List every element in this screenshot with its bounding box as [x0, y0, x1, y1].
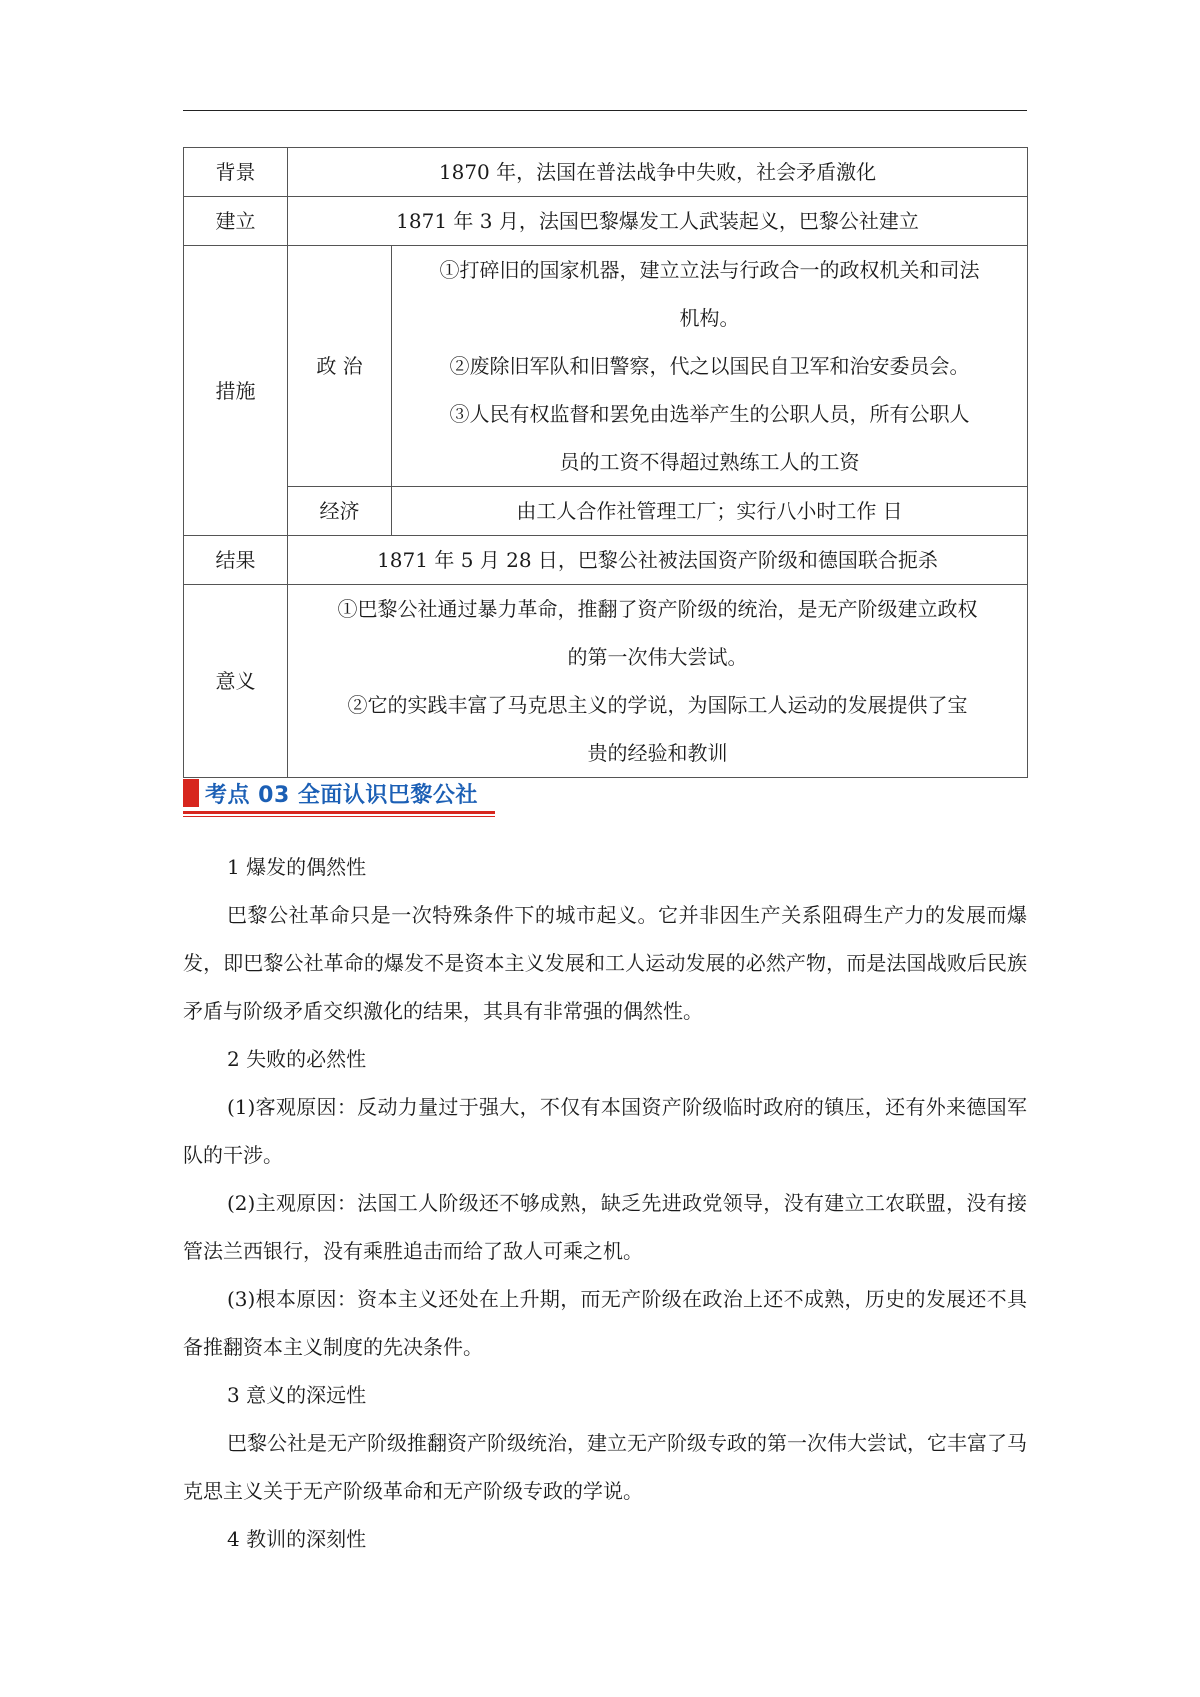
row-label: 意义 [184, 585, 288, 778]
subheading: 2 失败的必然性 [227, 1047, 367, 1071]
body-text [183, 843, 1027, 1563]
politics-line: 机构。 [679, 306, 740, 330]
table-row-establishment [184, 197, 1028, 246]
paragraph: 巴黎公社是无产阶级推翻资产阶级统治，建立无产阶级专政的第一次伟大尝试，它丰富了马克思主义关于无产阶级革命和无产阶级专政的学说。 [183, 1431, 1027, 1503]
significance-line: 贵的经验和教训 [587, 741, 728, 765]
paragraph: 巴黎公社革命只是一次特殊条件下的城市起义。它并非因生产关系阻碍生产力的发展而爆发，即巴黎公社革命的爆发不是资本主义发展和工人运动发展的必然产物，而是法国战败后民族矛盾与阶级矛盾交织激化的结果，其具有非常强的偶然性。 [183, 903, 1027, 1023]
politics-label: 政 治 [288, 246, 392, 487]
paragraph: (1)客观原因：反动力量过于强大，不仅有本国资产阶级临时政府的镇压，还有外来德国军队的干涉。 [183, 1095, 1027, 1167]
row-label: 结果 [184, 536, 288, 585]
row-content: 1871 年 5 月 28 日，巴黎公社被法国资产阶级和德国联合扼杀 [288, 536, 1028, 585]
section-title: 考点 03 全面认识巴黎公社 [205, 782, 478, 808]
row-content: 1871 年 3 月，法国巴黎爆发工人武装起义，巴黎公社建立 [288, 197, 1028, 246]
header-rule [183, 110, 1027, 111]
significance-content [288, 585, 1028, 778]
table-row-background [184, 148, 1028, 197]
row-label: 措施 [184, 246, 288, 536]
paragraph: (2)主观原因：法国工人阶级还不够成熟，缺乏先进政党领导，没有建立工农联盟，没有接管法兰西银行，没有乘胜追击而给了敌人可乘之机。 [183, 1191, 1027, 1263]
paris-commune-table [183, 147, 1028, 778]
significance-line: 的第一次伟大尝试。 [567, 645, 748, 669]
subheading: 4 教训的深刻性 [227, 1527, 367, 1551]
significance-line: ①巴黎公社通过暴力革命，推翻了资产阶级的统治，是无产阶级建立政权 [337, 597, 978, 621]
economy-label: 经济 [288, 487, 392, 536]
politics-line: 员的工资不得超过熟练工人的工资 [559, 450, 860, 474]
section-underline-thin [183, 816, 495, 817]
significance-line: ②它的实践丰富了马克思主义的学说，为国际工人运动的发展提供了宝 [347, 693, 968, 717]
politics-line: ②废除旧军队和旧警察，代之以国民自卫军和治安委员会。 [449, 354, 970, 378]
row-label: 建立 [184, 197, 288, 246]
politics-line: ③人民有权监督和罢免由选举产生的公职人员，所有公职人 [449, 402, 970, 426]
row-label: 背景 [184, 148, 288, 197]
section-underline [183, 811, 495, 814]
politics-line: ①打碎旧的国家机器，建立立法与行政合一的政权机关和司法 [439, 258, 980, 282]
subheading: 1 爆发的偶然性 [227, 855, 367, 879]
politics-content [392, 246, 1028, 487]
table-row-measures-politics [184, 246, 1028, 487]
paragraph: (3)根本原因：资本主义还处在上升期，而无产阶级在政治上还不成熟，历史的发展还不具备推翻资本主义制度的先决条件。 [183, 1287, 1027, 1359]
table-row-measures-economy [184, 487, 1028, 536]
subheading: 3 意义的深远性 [227, 1383, 367, 1407]
economy-content: 由工人合作社管理工厂；实行八小时工作 日 [392, 487, 1028, 536]
table-row-significance [184, 585, 1028, 778]
section-heading [183, 776, 478, 810]
table-row-result [184, 536, 1028, 585]
section-marker [183, 779, 199, 807]
row-content: 1870 年，法国在普法战争中失败，社会矛盾激化 [288, 148, 1028, 197]
